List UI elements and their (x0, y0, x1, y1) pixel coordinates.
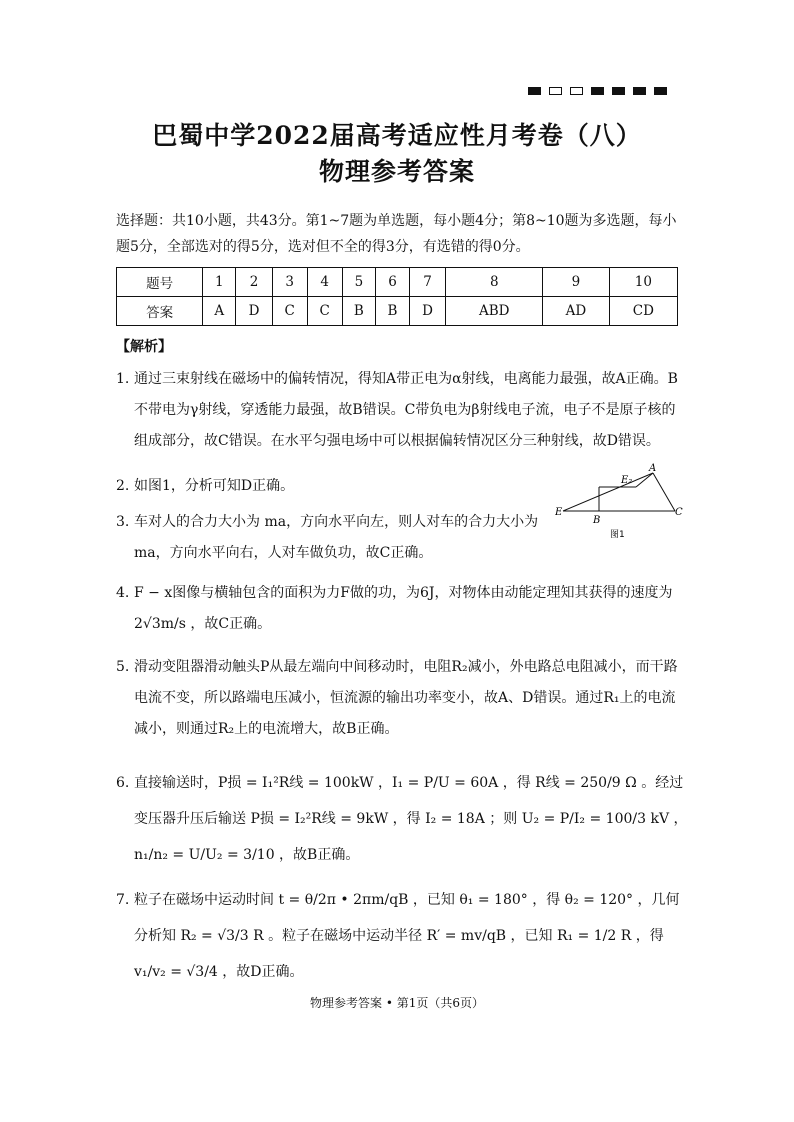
solution-item (116, 652, 688, 745)
item-text: 直接输送时，P损 = I₁²R线 = 100kW ，I₁ = P/U = 60A ，得 R线 = 250/9 Ω 。经过变压器升压后输送 P损 = I₂²R线 = 9kW ，得 I₂ = 18A ；则 U₂ = P/I₂ = 100/3 kV ，n₁/n₂ = U/U₂ = 3/10 ，故B正确。 (134, 775, 688, 863)
figure-line (563, 473, 653, 511)
solution-item (116, 882, 688, 990)
page-footer: 物理参考答案 • 第1页（共6页） (310, 996, 484, 1010)
item-text: F − x图像与横轴包含的面积为力F做的功，为6J，对物体由动能定理知其获得的速度为 2√3m/s ，故C正确。 (134, 585, 673, 632)
page-title: 巴蜀中学2022届高考适应性月考卷（八） (152, 121, 642, 150)
figure-label: E (555, 507, 563, 518)
figure-label: B (593, 515, 601, 526)
question-number: 2 (236, 268, 272, 297)
figure-label: E₂ (621, 475, 633, 486)
item-number: 4. (116, 585, 130, 601)
item-text: 滑动变阻器滑动触头P从最左端向中间移动时，电阻R₂减小，外电路总电阻减小，而干路电流不变，所以路端电压减小，恒流源的输出功率变小，故A、D错误。通过R₁上的电流减小，则通过R₂上的电流增大，故B正确。 (134, 659, 678, 737)
figure-1-diagram (555, 463, 685, 543)
solution-item (116, 765, 688, 873)
figure-label: C (675, 507, 683, 518)
item-text: 如图1，分析可知D正确。 (134, 478, 295, 494)
question-number: 9 (543, 268, 609, 297)
figure-line (653, 473, 675, 511)
figure-line (636, 473, 653, 487)
item-text: 车对人的合力大小为 ma，方向水平向左，则人对车的合力大小为 ma，方向水平向右，人对车做负功，故C正确。 (134, 514, 539, 561)
table-row (117, 268, 678, 297)
header-mark (612, 87, 625, 95)
row-label: 答案 (117, 297, 203, 326)
answer-cell: AD (543, 297, 609, 326)
question-number: 5 (342, 268, 376, 297)
item-number: 5. (116, 659, 130, 675)
question-number: 10 (609, 268, 677, 297)
section-label: 【解析】 (116, 339, 172, 355)
item-number: 7. (116, 892, 130, 908)
question-number: 6 (376, 268, 410, 297)
item-number: 3. (116, 514, 130, 530)
answer-cell: ABD (446, 297, 543, 326)
solution-item (116, 507, 546, 569)
item-number: 6. (116, 775, 130, 791)
answer-cell: D (236, 297, 272, 326)
question-number: 4 (307, 268, 342, 297)
item-number: 1. (116, 371, 130, 387)
answer-cell: B (342, 297, 376, 326)
header-mark (654, 87, 667, 95)
header-mark (570, 87, 583, 95)
answer-cell: A (203, 297, 236, 326)
answer-cell: B (376, 297, 410, 326)
solution-item (116, 578, 688, 640)
item-number: 2. (116, 478, 130, 494)
question-number: 1 (203, 268, 236, 297)
answer-cell: CD (609, 297, 677, 326)
header-mark (549, 87, 562, 95)
figure-label: A (649, 463, 657, 474)
header-mark (633, 87, 646, 95)
intro-text: 选择题：共10小题，共43分。第1~7题为单选题，每小题4分；第8~10题为多选题，每小题5分，全部选对的得5分，选对但不全的得3分，有选错的得0分。 (116, 213, 677, 255)
question-number: 7 (409, 268, 445, 297)
figure-1 (555, 463, 685, 547)
header-marks (528, 87, 667, 95)
question-number: 3 (272, 268, 307, 297)
question-number: 8 (446, 268, 543, 297)
solution-item (116, 364, 688, 457)
figure-caption: 图1 (610, 530, 625, 540)
answer-table (116, 267, 678, 326)
header-mark (591, 87, 604, 95)
item-text: 粒子在磁场中运动时间 t = θ/2π • 2πm/qB ，已知 θ₁ = 180° ，得 θ₂ = 120° ，几何分析知 R₂ = √3/3 R 。粒子在磁场中运动半径 R′ = mv/qB ，已知 R₁ = 1/2 R ，得 v₁/v₂ = √3/4 ，故D正确。 (134, 892, 680, 980)
row-label: 题号 (117, 268, 203, 297)
table-row (117, 297, 678, 326)
header-mark (528, 87, 541, 95)
page-subtitle: 物理参考答案 (318, 157, 475, 186)
answer-cell: C (307, 297, 342, 326)
answer-cell: C (272, 297, 307, 326)
item-text: 通过三束射线在磁场中的偏转情况，得知A带正电为α射线，电离能力最强，故A正确。B不带电为γ射线，穿透能力最强，故B错误。C带负电为β射线电子流，电子不是原子核的组成部分，故C错误。在水平匀强电场中可以根据偏转情况区分三种射线，故D错误。 (134, 371, 678, 449)
answer-cell: D (409, 297, 445, 326)
